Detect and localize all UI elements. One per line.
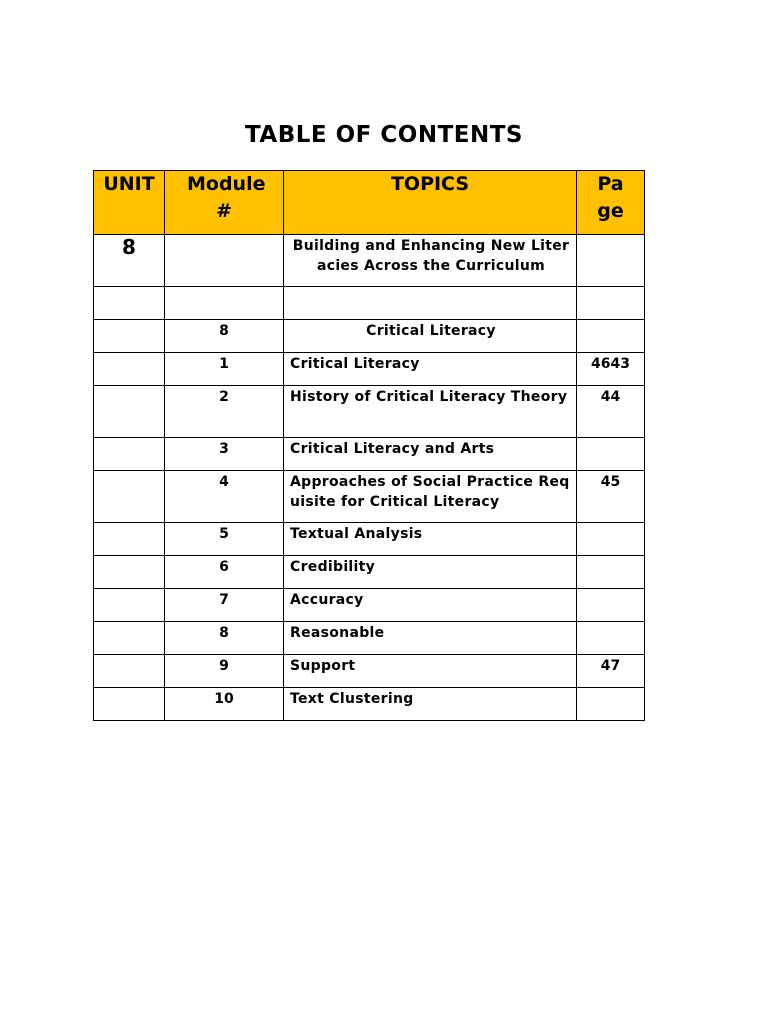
- module-cell: 2: [165, 386, 284, 438]
- module-cell: 5: [165, 523, 284, 556]
- table-row: [94, 320, 645, 353]
- module-cell: 4: [165, 471, 284, 523]
- topic-cell: History of Critical Literacy Theory: [284, 386, 577, 438]
- topic-cell: Critical Literacy and Arts: [284, 438, 577, 471]
- unit-cell: 8: [94, 235, 165, 287]
- page-cell: 4643: [577, 353, 645, 386]
- page-cell: [577, 320, 645, 353]
- page-cell: 45: [577, 471, 645, 523]
- header-module: Module #: [165, 171, 284, 235]
- unit-cell: [94, 386, 165, 438]
- toc-table: [93, 170, 645, 721]
- unit-cell: [94, 353, 165, 386]
- table-row: [94, 353, 645, 386]
- table-row: [94, 556, 645, 589]
- unit-cell: [94, 287, 165, 320]
- page-cell: 47: [577, 655, 645, 688]
- topic-cell: Reasonable: [284, 622, 577, 655]
- table-row: [94, 523, 645, 556]
- module-cell: 9: [165, 655, 284, 688]
- module-cell: 1: [165, 353, 284, 386]
- unit-cell: [94, 471, 165, 523]
- page-cell: [577, 235, 645, 287]
- header-unit: UNIT: [94, 171, 165, 235]
- topic-cell: Critical Literacy: [284, 320, 577, 353]
- page-cell: 44: [577, 386, 645, 438]
- module-cell: 7: [165, 589, 284, 622]
- page-cell: [577, 523, 645, 556]
- module-cell: 10: [165, 688, 284, 721]
- module-cell: 8: [165, 320, 284, 353]
- table-row: [94, 622, 645, 655]
- page-cell: [577, 438, 645, 471]
- header-topics: TOPICS: [284, 171, 577, 235]
- header-page: Page: [577, 171, 645, 235]
- unit-cell: [94, 523, 165, 556]
- topic-cell: Support: [284, 655, 577, 688]
- unit-cell: [94, 438, 165, 471]
- table-row: [94, 235, 645, 287]
- unit-cell: [94, 589, 165, 622]
- table-row: [94, 438, 645, 471]
- page-cell: [577, 589, 645, 622]
- page-cell: [577, 622, 645, 655]
- unit-cell: [94, 556, 165, 589]
- topic-cell: Text Clustering: [284, 688, 577, 721]
- topic-cell: Credibility: [284, 556, 577, 589]
- unit-cell: [94, 688, 165, 721]
- topic-cell: Textual Analysis: [284, 523, 577, 556]
- topic-cell: Approaches of Social Practice Requisite for Critical Literacy: [284, 471, 577, 523]
- unit-cell: [94, 622, 165, 655]
- table-row: [94, 655, 645, 688]
- page-title: TABLE OF CONTENTS: [245, 122, 523, 148]
- topic-cell: Accuracy: [284, 589, 577, 622]
- unit-cell: [94, 655, 165, 688]
- module-cell: [165, 287, 284, 320]
- topic-cell: Building and Enhancing New Literacies Across the Curriculum: [284, 235, 577, 287]
- module-cell: [165, 235, 284, 287]
- module-cell: 8: [165, 622, 284, 655]
- unit-cell: [94, 320, 165, 353]
- page-cell: [577, 556, 645, 589]
- table-header-row: [94, 171, 645, 235]
- topic-cell: [284, 287, 577, 320]
- module-cell: 6: [165, 556, 284, 589]
- table-row: [94, 287, 645, 320]
- page-cell: [577, 287, 645, 320]
- page-cell: [577, 688, 645, 721]
- topic-cell: Critical Literacy: [284, 353, 577, 386]
- table-row: [94, 589, 645, 622]
- table-row: [94, 688, 645, 721]
- table-row: [94, 386, 645, 438]
- module-cell: 3: [165, 438, 284, 471]
- table-row: [94, 471, 645, 523]
